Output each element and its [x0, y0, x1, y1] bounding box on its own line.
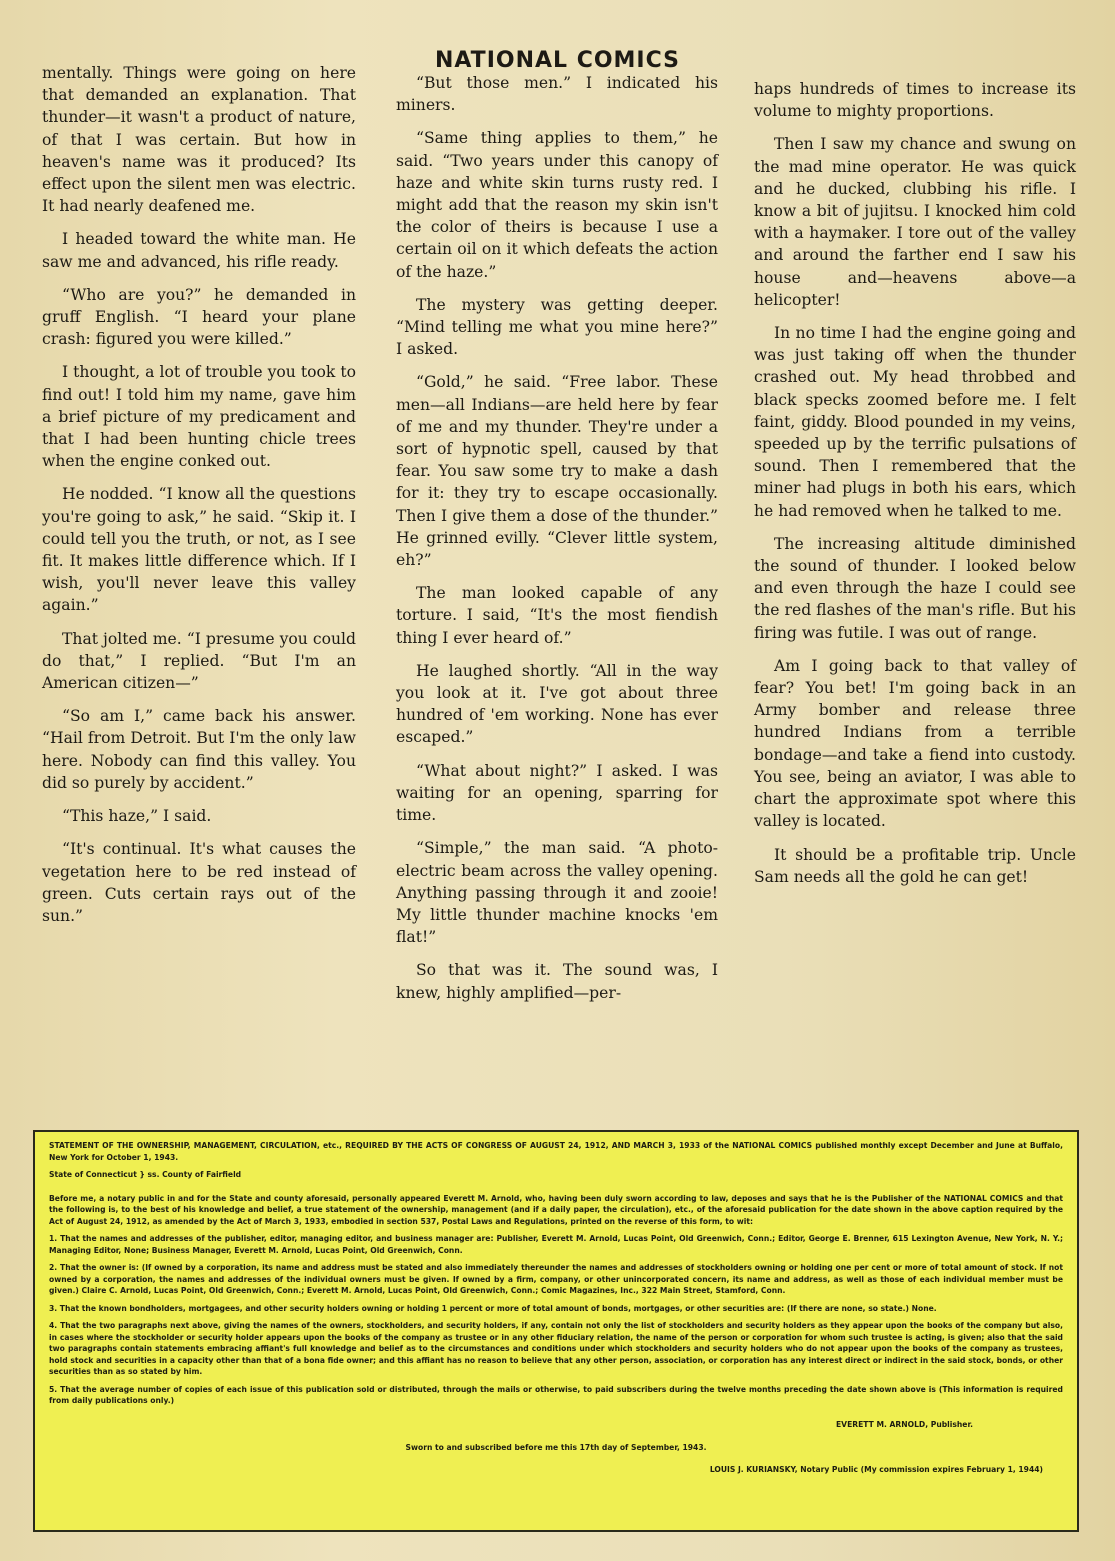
paragraph: mentally. Things were going on here that demanded an explanation. That thunder—it wasn't a product of nature, of that I was certain. But how in heaven's name was it produced? Its effect upon the silent men was electric. It had nearly deafened me. [42, 64, 356, 216]
paragraph: I thought, a lot of trouble you took to find out! I told him my name, gave him a brief picture of my predicament and that I had been hunting chicle trees when the engine conked out. [42, 363, 356, 471]
paragraph: “Gold,” he said. “Free labor. These men—all Indians—are held here by fear of me and my thunder. They're under a sort of hypnotic spell, caused by that fear. You saw some try to make a dash for it: they try to escape occasionally. Then I give them a dose of the thunder.” He grinned evilly. “Clever little system, eh?” [396, 373, 718, 570]
paragraph: “This haze,” I said. [62, 807, 212, 826]
text-column-3 [754, 78, 1076, 899]
statement-paragraph: Before me, a notary public in and for the State and county aforesaid, personally appeared Everett M. Arnold, who, having been duly sworn according to law, deposes and says that he is the Publisher of the NATIONAL COMICS and that the following is, to the best of his knowledge and belief, a true statement of the ownership, management (and if a daily paper, the circulation), etc., of the aforesaid publication for the date shown in the above caption required by the Act of August 24, 1912, as amended by the Act of March 3, 1933, embodied in section 537, Postal Laws and Regulations, printed on the reverse of this form, to wit: [49, 1193, 1063, 1226]
paragraph: It should be a profitable trip. Uncle Sam needs all the gold he can get! [754, 845, 1076, 886]
statement-sworn: Sworn to and subscribed before me this 17th day of September, 1943. [405, 1443, 707, 1452]
paragraph: I headed toward the white man. He saw me and advanced, his rifle ready. [42, 230, 356, 271]
statement-notary: LOUIS J. KURIANSKY, Notary Public (My commission expires February 1, 1944) [709, 1464, 1043, 1474]
text-column-1 [42, 62, 356, 938]
paragraph: Then I saw my chance and swung on the mad mine operator. He was quick and he ducked, clubbing his rifle. I know a bit of jujitsu. I knocked him cold with a haymaker. I tore out of the valley and around the farther end I saw his house and—heavens above—a helicopter! [754, 135, 1076, 309]
paragraph: That jolted me. “I presume you could do that,” I replied. “But I'm an American citizen—” [42, 629, 356, 693]
paragraph: So that was it. The sound was, I knew, highly amplified—per- [396, 961, 718, 1002]
statement-signature: EVERETT M. ARNOLD, Publisher. [836, 1419, 973, 1429]
paragraph: He laughed shortly. “All in the way you look at it. I've got about three hundred of 'em working. None has ever escaped.” [396, 661, 718, 747]
paragraph: “But those men.” I indicated his miners. [396, 74, 718, 115]
paragraph: The increasing altitude diminished the sound of thunder. I looked below and even through the haze I could see the red flashes of the man's rifle. But his firing was futile. I was out of range. [754, 534, 1076, 642]
paragraph: “Simple,” the man said. “A photo-electric beam across the valley opening. Anything passing through it and zooie! My little thunder machine knocks 'em flat!” [396, 839, 718, 947]
paragraph: The man looked capable of any torture. I said, “It's the most fiendish thing I ever heard of.” [396, 584, 718, 647]
statement-paragraph: 3. That the known bondholders, mortgagees, and other security holders owning or holding 1 percent or more of total amount of bonds, mortgages, or other securities are: (If there are none, so state.) None. [49, 1303, 937, 1313]
paragraph: “It's continual. It's what causes the vegetation here to be red instead of green. Cuts certain rays out of the sun.” [42, 840, 356, 925]
paragraph: “Who are you?” he demanded in gruff English. “I heard your plane crash: figured you were killed.” [42, 285, 356, 349]
paragraph: The mystery was getting deeper. “Mind telling me what you mine here?” I asked. [396, 295, 718, 359]
paragraph: He nodded. “I know all the questions you're going to ask,” he said. “Skip it. I could tell you the truth, or not, as I see fit. It makes little difference which. If I wish, you'll never leave this valley again.” [42, 485, 356, 615]
paragraph: In no time I had the engine going and was just taking off when the thunder crashed out. My head throbbed and black specks zoomed before me. I felt faint, giddy. Blood pounded in my veins, speeded up by the terrific pulsations of sound. Then I remembered that the miner had plugs in both his ears, which he had removed when he talked to me. [754, 324, 1076, 520]
paragraph: “So am I,” came back his answer. “Hail from Detroit. But I'm the only law here. Nobody can find this valley. You did so purely by accident.” [42, 707, 356, 792]
statement-heading: STATEMENT OF THE OWNERSHIP, MANAGEMENT, CIRCULATION, etc., REQUIRED BY THE ACTS OF CONGRESS OF AUGUST 24, 1912, AND MARCH 3, 1933 of the NATIONAL COMICS published monthly except December and June at Buffalo, New York for October 1, 1943. [49, 1141, 1063, 1162]
paragraph: haps hundreds of times to increase its volume to mighty proportions. [754, 80, 1076, 121]
statement-paragraph: 5. That the average number of copies of each issue of this publication sold or distributed, through the mails or otherwise, to paid subscribers during the twelve months preceding the date shown above is (This information is required from daily publications only.) [49, 1384, 1063, 1405]
statement-state-county: State of Connecticut } ss. County of Fairfield [49, 1170, 242, 1179]
statement-paragraph: 1. That the names and addresses of the publisher, editor, managing editor, and business manager are: Publisher, Everett M. Arnold, Lucas Point, Old Greenwich, Conn.; Editor, George E. Brenner, 615 Lexington Avenue, New York, N. Y.; Managing Editor, None; Business Manager, Everett M. Arnold, Lucas Point, Old Greenwich, Conn. [49, 1234, 1063, 1255]
statement-paragraph: 2. That the owner is: (If owned by a corporation, its name and address must be stated and also immediately thereunder the names and addresses of stockholders owning or holding one per cent or more of total amount of stock. If not owned by a corporation, the names and addresses of the individual owners must be given. If owned by a firm, company, or other unincorporated concern, its name and address, as well as those of each individual member must be given.) Claire C. Arnold, Lucas Point, Old Greenwich, Conn.; Everett M. Arnold, Lucas Point, Old Greenwich, Conn.; Comic Magazines, Inc., 322 Main Street, Stamford, Conn. [49, 1263, 1063, 1295]
paragraph: Am I going back to that valley of fear? You bet! I'm going back in an Army bomber and release three hundred Indians from a terrible bondage—and take a fiend into custody. You see, being an aviator, I was able to chart the approximate spot where this valley is located. [754, 656, 1076, 831]
text-column-2 [396, 72, 718, 1015]
statement-paragraph: 4. That the two paragraphs next above, giving the names of the owners, stockholders, and security holders, if any, contain not only the list of stockholders and security holders as they appear upon the books of the company but also, in cases where the stockholder or security holder appears upon the books of the company as trustee or in any other fiduciary relation, the name of the person or corporation for whom such trustee is acting, is given; also that the said two paragraphs contain statements embracing affiant's full knowledge and belief as to the circumstances and conditions under which stockholders and security holders who do not appear upon the books of the company as trustees, hold stock and securities in a capacity other than that of a bona fide owner; and this affiant has no reason to believe that any other person, association, or corporation has any interest direct or indirect in the said stock, bonds, or other securities than as so stated by him. [49, 1321, 1063, 1376]
ownership-statement-box [33, 1130, 1079, 1532]
paragraph: “Same thing applies to them,” he said. “Two years under this canopy of haze and white skin turns rusty red. I might add that the reason my skin isn't the color of theirs is because I use a certain oil on it which defeats the action of the haze.” [396, 129, 718, 281]
page-header: NATIONAL COMICS [434, 48, 681, 73]
paragraph: “What about night?” I asked. I was waiting for an opening, sparring for time. [396, 761, 718, 825]
